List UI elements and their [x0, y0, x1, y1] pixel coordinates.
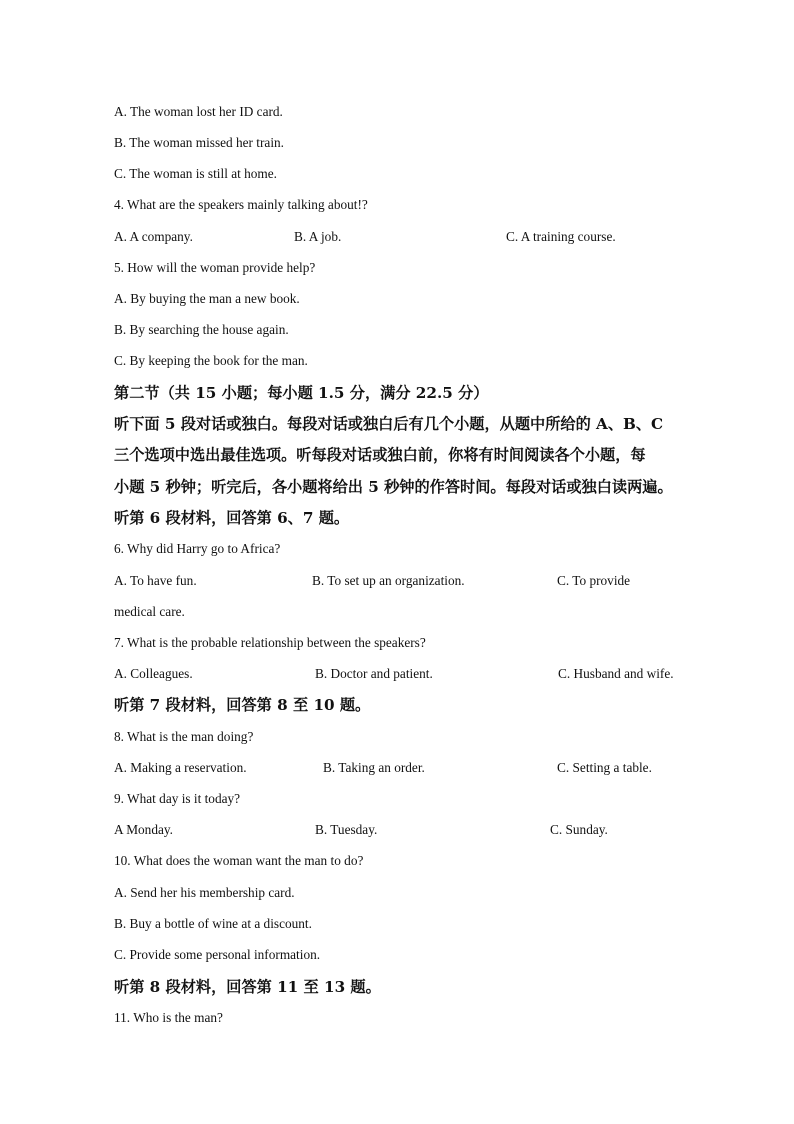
- q10-option-b: B. Buy a bottle of wine at a discount.: [114, 916, 312, 931]
- q5-option-b: B. By searching the house again.: [114, 322, 289, 337]
- q5-question: 5. How will the woman provide help?: [114, 260, 316, 275]
- q3-option-a: A. The woman lost her ID card.: [114, 104, 283, 119]
- q7-option-a: A. Colleagues.: [114, 666, 193, 681]
- q9-option-c: C. Sunday.: [550, 822, 608, 837]
- q4-option-a: A. A company.: [114, 229, 193, 244]
- instructions-line-2: 三个选项中选出最佳选项。听每段对话或独白前，你将有时间阅读各个小题，每: [114, 446, 646, 464]
- material-7-heading: 听第 7 段材料，回答第 8 至 10 题。: [114, 696, 371, 714]
- q6-option-b: B. To set up an organization.: [312, 573, 465, 588]
- q7-option-b: B. Doctor and patient.: [315, 666, 433, 681]
- q5-option-c: C. By keeping the book for the man.: [114, 353, 308, 368]
- q9-question: 9. What day is it today?: [114, 791, 241, 806]
- instructions-line-3: 小题 5 秒钟；听完后，各小题将给出 5 秒钟的作答时间。每段对话或独白读两遍。: [114, 478, 673, 496]
- q9-option-a: A Monday.: [114, 822, 173, 837]
- q8-option-b: B. Taking an order.: [323, 760, 425, 775]
- q8-question: 8. What is the man doing?: [114, 729, 254, 744]
- q4-option-c: C. A training course.: [506, 229, 616, 244]
- q6-question: 6. Why did Harry go to Africa?: [114, 541, 281, 556]
- q10-option-c: C. Provide some personal information.: [114, 947, 321, 962]
- q10-question: 10. What does the woman want the man to do?: [114, 853, 364, 868]
- q7-question: 7. What is the probable relationship between the speakers?: [114, 635, 426, 650]
- q10-option-a: A. Send her his membership card.: [114, 885, 295, 900]
- q11-question: 11. Who is the man?: [114, 1010, 223, 1025]
- q8-option-c: C. Setting a table.: [557, 760, 652, 775]
- q3-option-b: B. The woman missed her train.: [114, 135, 284, 150]
- q4-option-b: B. A job.: [294, 229, 342, 244]
- q6-option-c: C. To provide: [557, 573, 631, 588]
- q3-option-c: C. The woman is still at home.: [114, 166, 277, 181]
- q7-option-c: C. Husband and wife.: [558, 666, 674, 681]
- material-6-heading: 听第 6 段材料，回答第 6、7 题。: [114, 509, 350, 527]
- q4-question: 4. What are the speakers mainly talking about!?: [114, 197, 368, 212]
- q9-option-b: B. Tuesday.: [315, 822, 378, 837]
- section-heading: 第二节（共 15 小题；每小题 1.5 分，满分 22.5 分）: [114, 384, 489, 402]
- q5-option-a: A. By buying the man a new book.: [114, 291, 300, 306]
- q6-option-c-continued: medical care.: [114, 604, 185, 619]
- material-8-heading: 听第 8 段材料，回答第 11 至 13 题。: [114, 978, 381, 996]
- q6-option-a: A. To have fun.: [114, 573, 197, 588]
- q8-option-a: A. Making a reservation.: [114, 760, 247, 775]
- instructions-line-1: 听下面 5 段对话或独白。每段对话或独白后有几个小题，从题中所给的 A、B、C: [114, 415, 664, 433]
